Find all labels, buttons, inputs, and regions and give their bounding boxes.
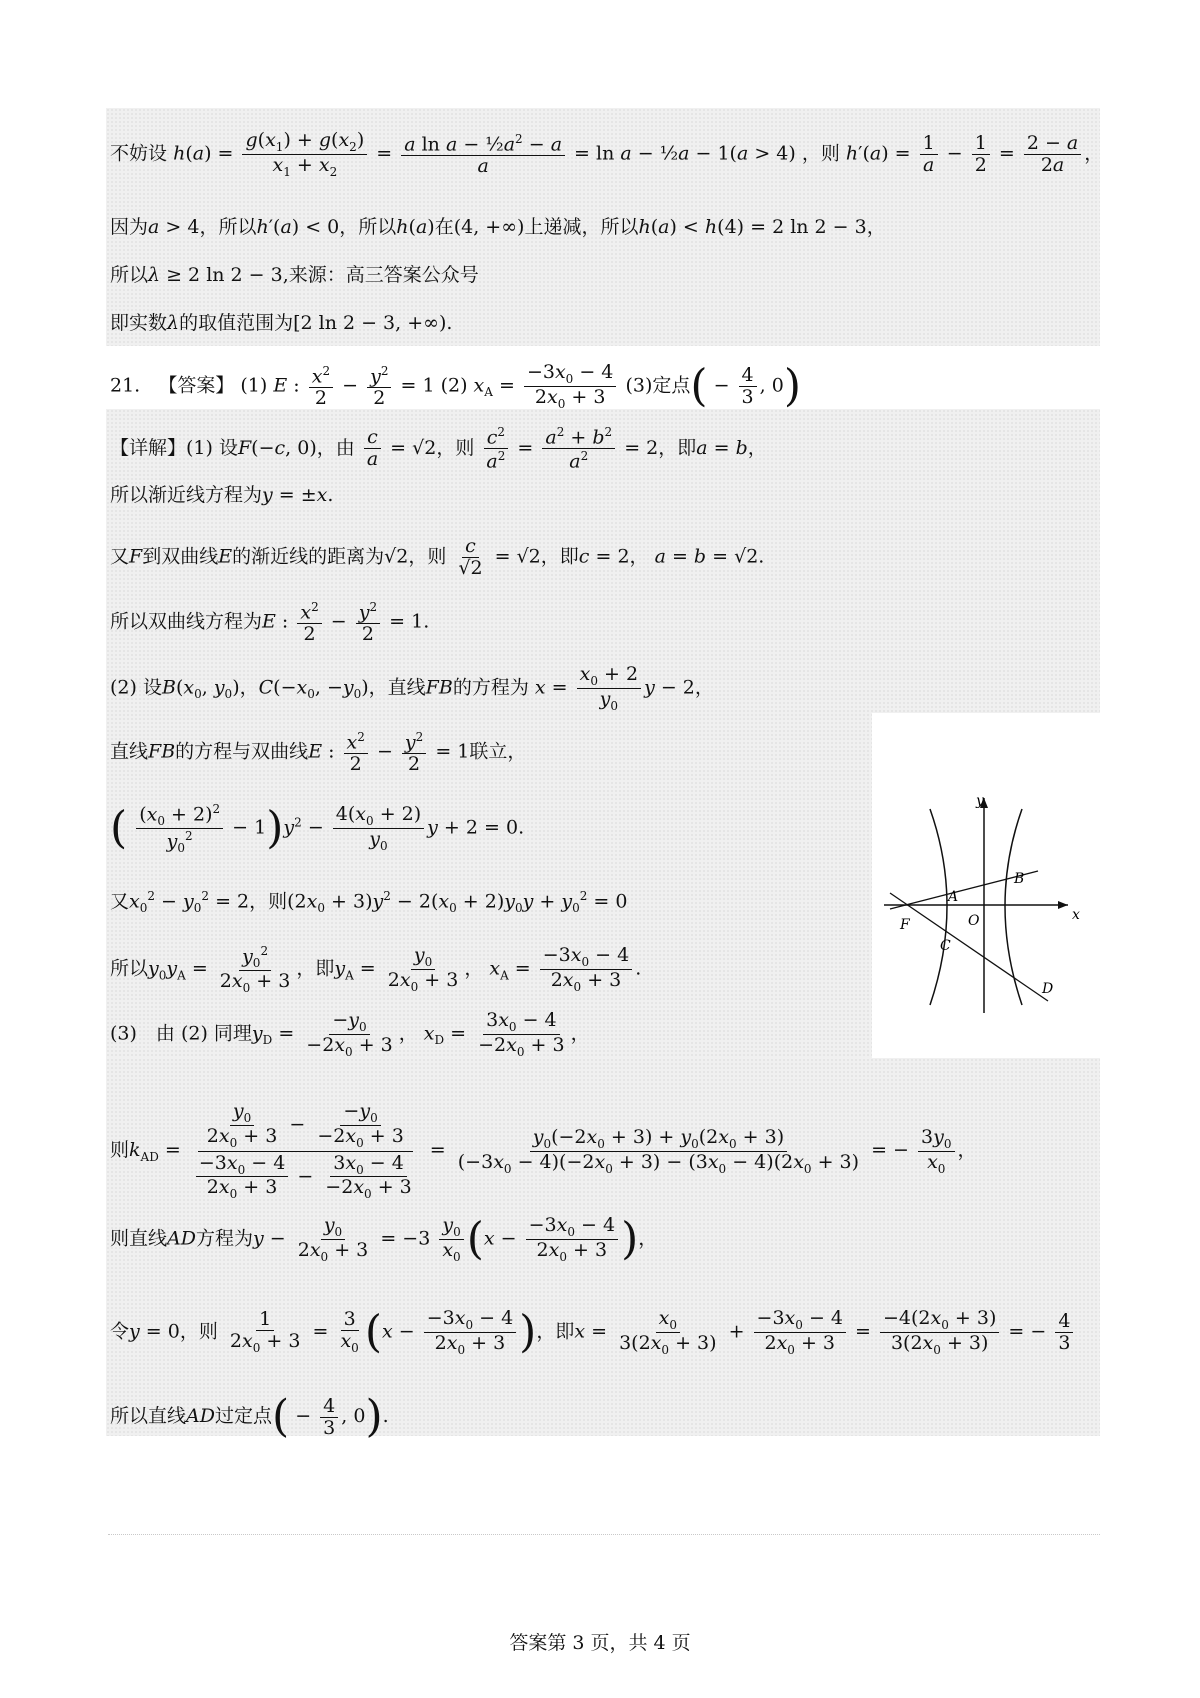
line-decreasing: 因为a > 4，所以h′(a) < 0，所以h(a)在(4, +∞)上递减，所以h(a) < h(4) = 2 ln 2 − 3， — [110, 216, 886, 238]
line-ad — [890, 893, 1048, 1001]
label-b: B — [1014, 871, 1025, 887]
label-y: y — [976, 793, 984, 809]
simplified-line: 又$x_0^2 - y_0^2 = 2$，则$(2x_0 + 3)y^2 - 2(x_0 + 2)y_0y + y_0^2 = 0$ — [110, 889, 628, 916]
answer-21: 21. 【答案】 (1) E : $\frac{x^2}{2}$ − $\frac{y^2}{2}$ = 1 (2) $x_A$ = $\frac{-3x_0 - 4}{2x_0 + 3}$ (3)定点( − $\frac{4}{3}$ , 0) — [110, 360, 801, 412]
asymptote-line: 所以渐近线方程为y = ±x. — [110, 484, 334, 506]
label-x: x — [1072, 907, 1080, 923]
label-a: A — [948, 889, 959, 905]
line-lambda: 所以λ ≥ 2 ln 2 − 3,来源：高三答案公众号 — [110, 264, 479, 286]
page-footer: 答案第 3 页，共 4 页 — [509, 1632, 691, 1654]
hyperbola-diagram — [872, 713, 1100, 1058]
line-range: 即实数λ的取值范围为[2 ln 2 − 3, +∞). — [110, 312, 453, 334]
footer-divider — [108, 1534, 1100, 1535]
label-d: D — [1042, 981, 1054, 997]
label-c: C — [940, 938, 951, 954]
x-axis-arrow — [1058, 901, 1068, 909]
right-branch — [1005, 809, 1025, 1005]
hyperbola-eq-line: 所以双曲线方程为E : $\frac{x^2}{2}$ − $\frac{y^2}{2}$ = 1. — [110, 600, 430, 646]
distance-line: 又F到双曲线E的渐近线的距离为√2，则 $\frac{c}{√2}$ = √2，即c = 2， a = b = √2. — [110, 535, 765, 579]
label-o: O — [968, 913, 980, 929]
detail-line-1: 【详解】(1) 设F(−c, 0)，由 $\frac{c}{a}$ = √2，则 $\frac{c^2}{a^2}$ = $\frac{a^2 + b^2}{a^2}$ = 2，即a = b， — [110, 425, 767, 473]
slope-line: 则$k_{AD}$ = $\frac{y_0}{2x_0 + 3}$ − $\frac{-y_0}{-2x_0 + 3}$ $\frac{-3x_0 - 4}{2x_0 + 3}$ − $\frac{3x_0 - 4}{-2x_0 + 3}$ = $\frac{y_0(-2x_0 + 3) + y_0(2x_0 + 3)}{(-3x_0 - 4)(-2x_0 + 3) - (3x_0 - 4)(2x_0 + 3)}$ = − $\frac{3y_0}{x_0}$ ， — [110, 1100, 977, 1202]
fixed-point-line: 所以直线AD过定点( − $\frac{4}{3}$ , 0). — [110, 1391, 389, 1442]
set-y-zero-line: 令y = 0，则 $\frac{1}{2x_0 + 3}$ = $\frac{3}{x_0}$ (x − $\frac{-3x_0 - 4}{2x_0 + 3}$ )，即x = $\frac{x_0}{3(2x_0 + 3)}$ + $\frac{-3x_0 - 4}{2x_0 + 3}$ = $\frac{-4(2x_0 + 3)}{3(2x_0 + 3)}$ = − $\frac{4}{3}$ — [110, 1308, 1076, 1357]
ya-line: 所以$y_0y_A$ = $\frac{y_0^2}{2x_0 + 3}$ ，即$y_A$ = $\frac{y_0}{2x_0 + 3}$ ， $x_A$ = $\frac{-3x_0 - 4}{2x_0 + 3}$ . — [110, 944, 642, 995]
line-h-def: 不妨设 h(a) = $\frac{g(x_1) + g(x_2)}{x_1 + x_2}$ = $\frac{a \ln a - \frac{1}{2}a^2 - a}{a}$ = ln a − ½a − 1(a > 4) ，则 h′(a) = $\frac{1}{a}$ − $\frac{1}{2}$ = $\frac{2 - a}{2a}$ ， — [110, 129, 1104, 179]
label-f: F — [900, 917, 910, 933]
left-branch — [930, 809, 947, 1005]
joint-line: 直线FB的方程与双曲线E : $\frac{x^2}{2}$ − $\frac{y^2}{2}$ = 1联立， — [110, 730, 527, 776]
part3-line: (3) 由 (2) 同理$y_D$ = $\frac{-y_0}{-2x_0 + 3}$ ， $x_D$ = $\frac{3x_0 - 4}{-2x_0 + 3}$ ， — [110, 1009, 590, 1059]
quadratic-line: ( $\frac{(x_0 + 2)^2}{y_0^2}$ − $1)y^2$ − $\frac{4(x_0 + 2)}{y_0}$ y + 2 = 0. — [110, 802, 525, 856]
hyperbola-figure — [872, 713, 1100, 1058]
part2-line: (2) 设$B(x_0$, $y_0$)，$C(-x_0$, $-y_0$)，直线FB的方程为 x = $\frac{x_0 + 2}{y_0}$ y − 2， — [110, 663, 714, 713]
ad-equation-line: 则直线AD方程为y − $\frac{y_0}{2x_0 + 3}$ = −3 $\frac{y_0}{x_0}$ (x − $\frac{-3x_0 - 4}{2x_0 + 3}$ )， — [110, 1213, 658, 1265]
